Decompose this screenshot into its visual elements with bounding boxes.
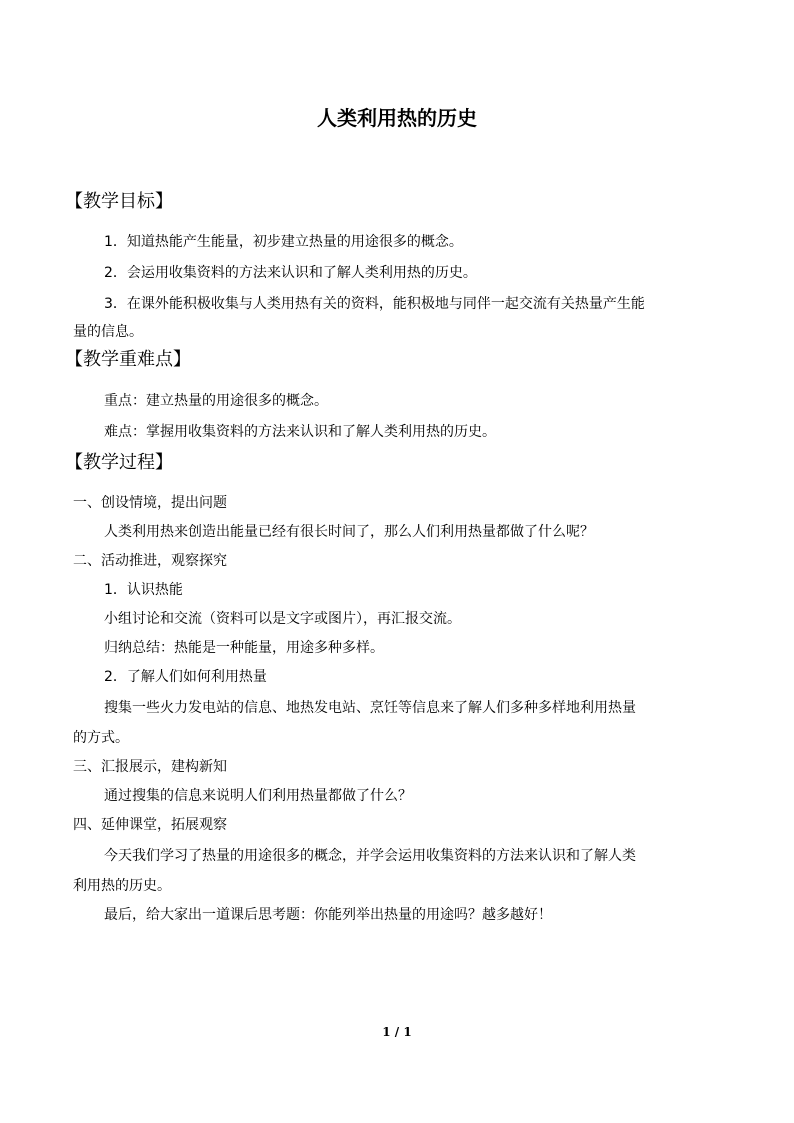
- page-title: 人类利用热的历史: [317, 106, 477, 130]
- step-2-sub-1-text-2: 归纳总结：热能是一种能量，用途多种多样。: [104, 640, 384, 656]
- section-heading-process: 【教学过程】: [65, 452, 173, 473]
- step-4-text-2: 最后，给大家出一道课后思考题：你能列举出热量的用途吗？越多越好！: [104, 907, 552, 923]
- step-2-sub-2: 2．了解人们如何利用热量: [104, 669, 267, 685]
- step-4-title: 四、延伸课堂，拓展观察: [73, 817, 227, 833]
- step-1-title: 一、创设情境，提出问题: [73, 495, 227, 511]
- step-1-text: 人类利用热来创造出能量已经有很长时间了，那么人们利用热量都做了什么呢？: [104, 524, 594, 540]
- key-point-focus: 重点：建立热量的用途很多的概念。: [104, 393, 328, 409]
- step-2-sub-2-text-line-2: 的方式。: [73, 730, 129, 746]
- step-3-title: 三、汇报展示，建构新知: [73, 759, 227, 775]
- step-2-sub-2-text-line-1: 搜集一些火力发电站的信息、地热发电站、烹饪等信息来了解人们多种多样地利用热量: [104, 700, 636, 716]
- section-heading-objectives: 【教学目标】: [65, 191, 173, 212]
- page-number: 1 / 1: [382, 1025, 412, 1039]
- objective-item-2: 2．会运用收集资料的方法来认识和了解人类利用热的历史。: [104, 265, 477, 281]
- step-2-sub-1: 1．认识热能: [104, 582, 183, 598]
- objective-item-3-continued: 量的信息。: [73, 324, 143, 340]
- step-4-text-line-1: 今天我们学习了热量的用途很多的概念，并学会运用收集资料的方法来认识和了解人类: [104, 848, 636, 864]
- key-point-difficulty: 难点：掌握用收集资料的方法来认识和了解人类利用热的历史。: [104, 424, 496, 440]
- objective-item-3: 3．在课外能积极收集与人类用热有关的资料，能积极地与同伴一起交流有关热量产生能: [104, 296, 645, 312]
- step-2-title: 二、活动推进，观察探究: [73, 553, 227, 569]
- step-2-sub-1-text-1: 小组讨论和交流（资料可以是文字或图片），再汇报交流。: [104, 611, 461, 627]
- objective-item-1: 1．知道热能产生能量，初步建立热量的用途很多的概念。: [104, 234, 463, 250]
- step-4-text-line-2: 利用热的历史。: [73, 878, 171, 894]
- step-3-text: 通过搜集的信息来说明人们利用热量都做了什么？: [104, 788, 412, 804]
- section-heading-key-points: 【教学重难点】: [65, 349, 191, 370]
